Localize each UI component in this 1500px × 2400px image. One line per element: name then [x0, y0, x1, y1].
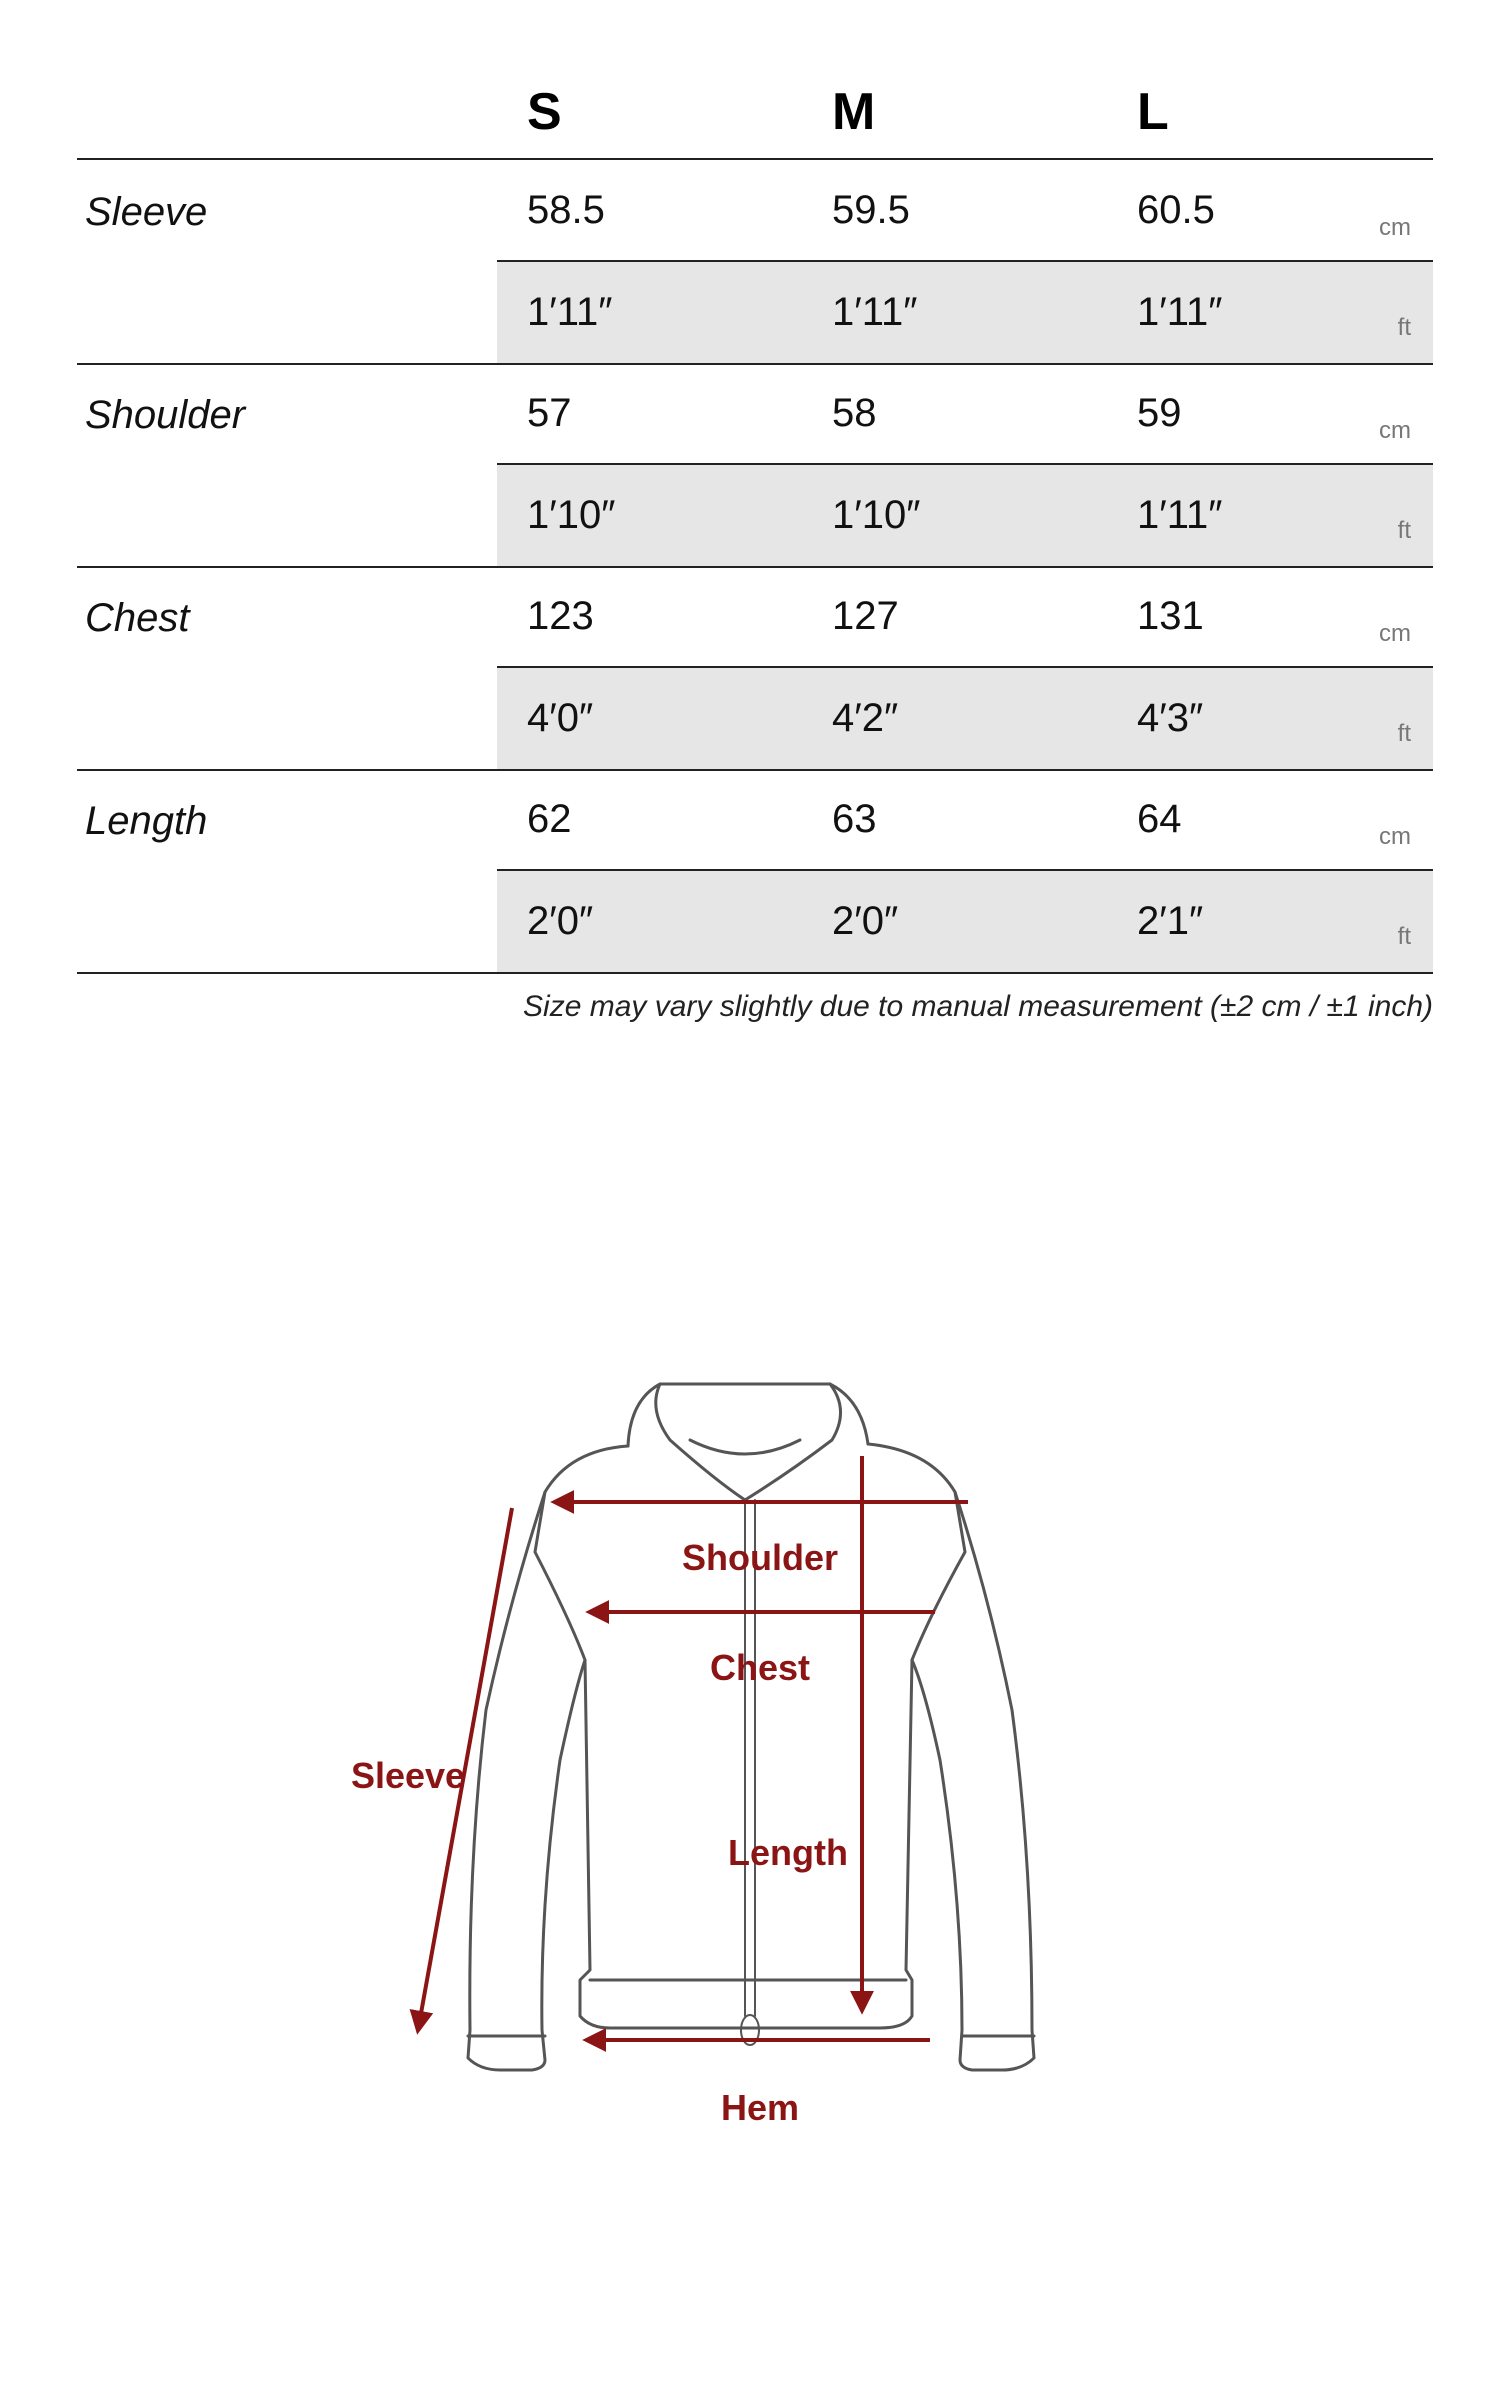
value-cell: 131	[1137, 594, 1204, 638]
value-cell: 58.5	[527, 188, 605, 232]
measurement-note: Size may vary slightly due to manual measurement (±2 cm / ±1 inch)	[523, 990, 1433, 1023]
row-label-sleeve: Sleeve	[85, 190, 208, 234]
unit-ft: ft	[1397, 720, 1411, 747]
value-cell: 59.5	[832, 188, 910, 232]
value-cell: 57	[527, 391, 572, 435]
row-shoulder	[77, 363, 1433, 568]
value-cell: 4′2″	[832, 696, 899, 740]
ft-line	[497, 871, 1433, 972]
value-cell: 1′11″	[832, 290, 918, 334]
cm-line	[497, 363, 1433, 465]
cm-line	[497, 769, 1433, 871]
value-cell: 2′1″	[1137, 899, 1204, 943]
cm-line	[497, 160, 1433, 262]
value-cell: 123	[527, 594, 594, 638]
value-cell: 1′10″	[832, 493, 921, 537]
value-cell: 1′10″	[527, 493, 616, 537]
size-l-header: L	[1137, 83, 1169, 141]
row-label-shoulder: Shoulder	[85, 393, 246, 437]
value-cell: 60.5	[1137, 188, 1215, 232]
value-cell: 63	[832, 797, 877, 841]
row-label-length: Length	[85, 799, 208, 843]
row-sleeve	[77, 160, 1433, 365]
value-cell: 2′0″	[527, 899, 594, 943]
value-cell: 59	[1137, 391, 1182, 435]
ft-line	[497, 668, 1433, 769]
unit-ft: ft	[1397, 517, 1411, 544]
sleeve-label: Sleeve	[350, 1755, 466, 1796]
hoodie-outline	[468, 1384, 1034, 2070]
value-cell: 62	[527, 797, 572, 841]
value-cell: 64	[1137, 797, 1182, 841]
hoodie-measurement-diagram	[0, 1340, 1500, 2140]
value-cell: 4′3″	[1137, 696, 1204, 740]
chest-label: Chest	[709, 1647, 811, 1688]
hem-label: Hem	[720, 2087, 800, 2128]
value-cell: 2′0″	[832, 899, 899, 943]
unit-cm: cm	[1379, 214, 1411, 241]
unit-ft: ft	[1397, 923, 1411, 950]
cm-line	[497, 566, 1433, 668]
ft-line	[497, 465, 1433, 566]
value-cell: 1′11″	[527, 290, 613, 334]
size-header-row	[77, 0, 1433, 160]
row-chest	[77, 566, 1433, 771]
value-cell: 127	[832, 594, 899, 638]
value-cell: 4′0″	[527, 696, 594, 740]
shoulder-label: Shoulder	[681, 1537, 839, 1578]
value-cell: 1′11″	[1137, 290, 1223, 334]
length-label: Length	[728, 1832, 848, 1873]
row-length	[77, 769, 1433, 974]
unit-cm: cm	[1379, 417, 1411, 444]
size-m-header: M	[832, 83, 876, 141]
value-cell: 1′11″	[1137, 493, 1223, 537]
unit-cm: cm	[1379, 823, 1411, 850]
unit-ft: ft	[1397, 314, 1411, 341]
value-cell: 58	[832, 391, 877, 435]
row-label-chest: Chest	[85, 596, 190, 640]
ft-line	[497, 262, 1433, 363]
size-s-header: S	[527, 83, 562, 141]
unit-cm: cm	[1379, 620, 1411, 647]
